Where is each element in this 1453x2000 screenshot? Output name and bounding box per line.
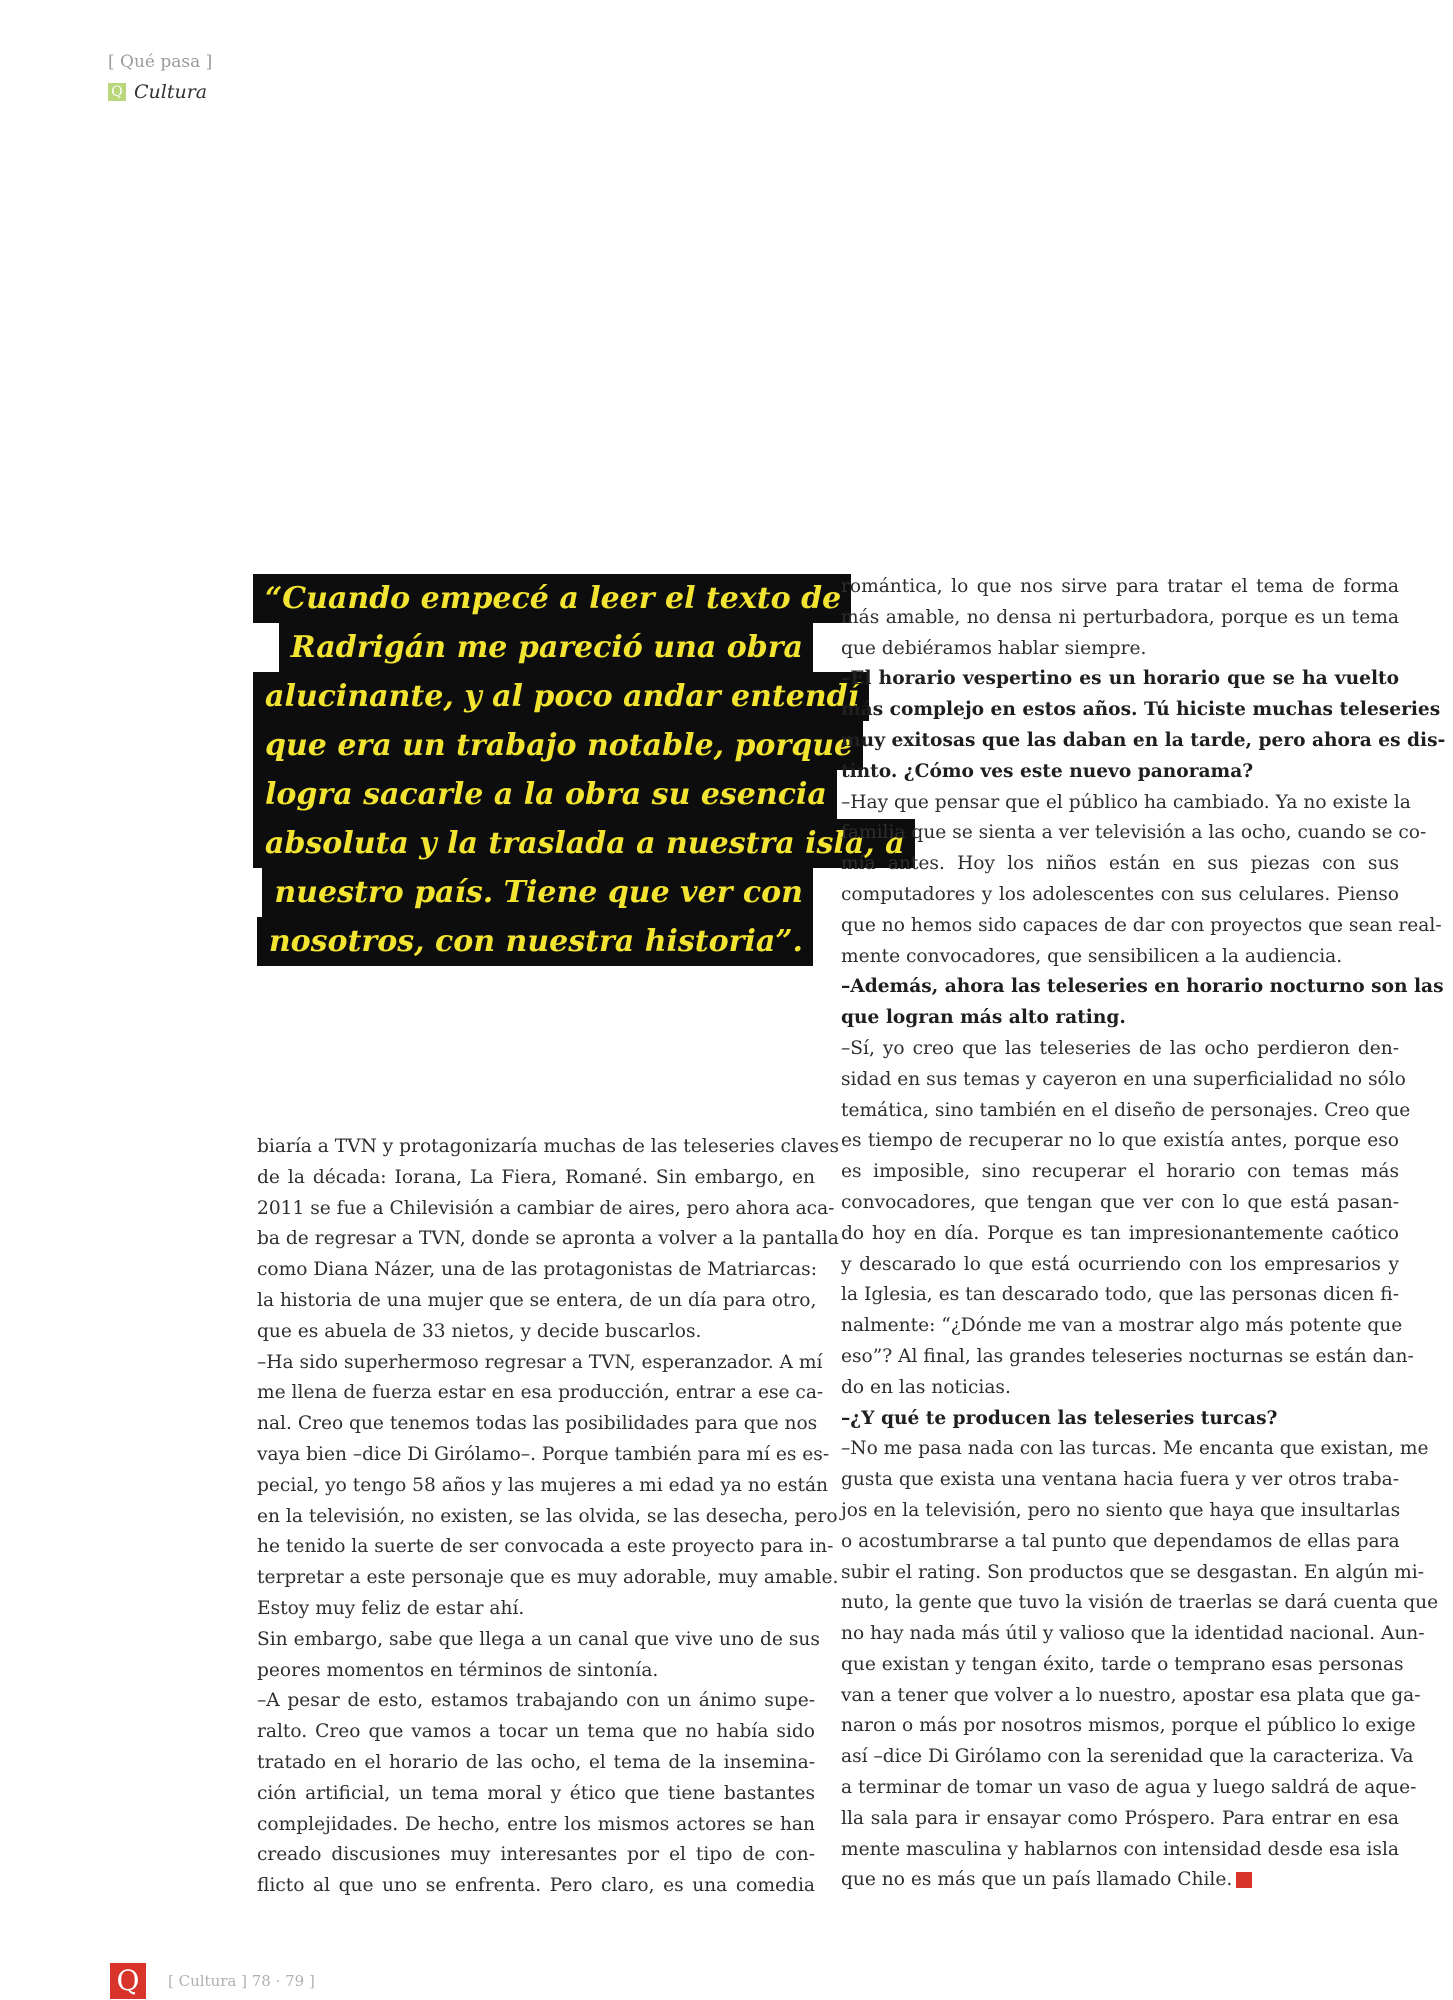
text-line: ba de regresar a TVN, donde se apronta a volver a la pantalla [257,1228,839,1250]
text-line: he tenido la suerte de ser convocada a este proyecto para in- [257,1536,834,1558]
question-line: –Además, ahora las teleseries en horario nocturno son las [841,976,1444,998]
text-line: que debiéramos hablar siempre. [841,637,1147,659]
pull-quote-line: nosotros, con nuestra historia”. [257,917,813,966]
page-footer [110,1963,315,1999]
text-line: Estoy muy feliz de estar ahí. [257,1597,525,1619]
text-line: no hay nada más útil y valioso que la identidad nacional. Aun- [841,1623,1425,1645]
text-line: convocadores, que tengan que ver con lo que está pasan- [841,1191,1399,1213]
pull-quote-line: alucinante, y al poco andar entendí [253,672,869,721]
text-line: eso”? Al final, las grandes teleseries nocturnas se están dan- [841,1345,1414,1367]
text-line: de la década: Iorana, La Fiera, Romané. Sin embargo, en [257,1166,815,1188]
text-line: y descarado lo que está ocurriendo con los empresarios y [841,1253,1399,1275]
text-line: la historia de una mujer que se entera, de un día para otro, [257,1289,817,1311]
text-line: en la televisión, no existen, se las olvida, se las desecha, pero [257,1505,838,1527]
text-line: familia que se sienta a ver televisión a las ocho, cuando se co- [841,822,1427,844]
question-line: tinto. ¿Cómo ves este nuevo panorama? [841,760,1254,782]
text-line: ción artificial, un tema moral y ético que tiene bastantes [257,1782,815,1804]
pull-quote-line: Radrigán me pareció una obra [279,623,813,672]
text-line: vaya bien –dice Di Girólamo–. Porque también para mí es es- [257,1443,830,1465]
text-line-end: que no es más que un país llamado Chile. [841,1869,1233,1891]
text-line: es imposible, sino recuperar el horario con temas más [841,1161,1399,1183]
article-column-right [841,572,1446,1896]
folio: [ Cultura ] 78 · 79 ] [168,1972,315,1990]
text-line: que no hemos sido capaces de dar con proyectos que sean real- [841,914,1442,936]
text-line: que existan y tengan éxito, tarde o temprano esas personas [841,1653,1404,1675]
text-line: do en las noticias. [841,1376,1011,1398]
question-line: que logran más alto rating. [841,1007,1126,1029]
text-line: –Sí, yo creo que las teleseries de las ocho perdieron den- [841,1037,1399,1059]
question-line: muy exitosas que las daban en la tarde, pero ahora es dis- [841,729,1446,751]
text-line: –Hay que pensar que el público ha cambiado. Ya no existe la [841,791,1411,813]
text-line: computadores y los adolescentes con sus celulares. Pienso [841,883,1399,905]
section-name: Cultura [134,81,208,103]
question-line: más complejo en estos años. Tú hiciste muchas teleseries [841,699,1441,721]
text-line: nalmente: “¿Dónde me van a mostrar algo más potente que [841,1315,1403,1337]
text-line: –A pesar de esto, estamos trabajando con un ánimo supe- [257,1690,815,1712]
pull-quote-line: que era un trabajo notable, porque [253,721,863,770]
text-line: lla sala para ir ensayar como Próspero. Para entrar en esa [841,1807,1399,1829]
text-line: sidad en sus temas y cayeron en una superficialidad no sólo [841,1068,1406,1090]
text-line: gusta que exista una ventana hacia fuera y ver otros traba- [841,1469,1399,1491]
section-kicker: [ Qué pasa ] [108,52,213,72]
text-line: flicto al que uno se enfrenta. Pero claro, es una comedia [257,1875,815,1897]
text-line: –No me pasa nada con las turcas. Me encanta que existan, me [841,1438,1429,1460]
text-line: es tiempo de recuperar no lo que existía antes, porque eso [841,1130,1399,1152]
text-line: así –dice Di Girólamo con la serenidad que la caracteriza. Va [841,1746,1414,1768]
text-line: pecial, yo tengo 58 años y las mujeres a mi edad ya no están [257,1474,829,1496]
text-line: tratado en el horario de las ocho, el tema de la insemina- [257,1751,815,1773]
text-line: biaría a TVN y protagonizaría muchas de las teleseries claves [257,1136,840,1157]
text-line: la Iglesia, es tan descarado todo, que las personas dicen fi- [841,1284,1399,1306]
text-line: 2011 se fue a Chilevisión a cambiar de aires, pero ahora aca- [257,1197,835,1219]
text-line: naron o más por nosotros mismos, porque el público lo exige [841,1715,1416,1737]
text-line: o acostumbrarse a tal punto que dependamos de ellas para [841,1530,1400,1552]
question-line: Sin embargo, sabe que llega a un canal que vive uno de sus [257,1628,820,1650]
question-line: –¿Y qué te producen las teleseries turcas? [841,1407,1278,1429]
text-line: complejidades. De hecho, entre los mismos actores se han [257,1813,815,1835]
pull-quote [253,574,905,966]
text-line: mía antes. Hoy los niños están en sus piezas con sus [841,853,1399,875]
final-line [841,1865,1399,1896]
pull-quote-line: absoluta y la traslada a nuestra isla, a [253,819,915,868]
text-line: como Diana Názer, una de las protagonistas de Matriarcas: [257,1259,817,1281]
text-line: me llena de fuerza estar en esa producción, entrar a ese ca- [257,1382,824,1404]
text-line: mente masculina y hablarnos con intensidad desde esa isla [841,1838,1399,1860]
text-line: –Ha sido superhermoso regresar a TVN, esperanzador. A mí [257,1351,823,1373]
text-line: creado discusiones muy interesantes por el tipo de con- [257,1844,815,1866]
article-column-left [257,1132,840,1902]
text-line: jos en la televisión, pero no siento que haya que insultarlas [841,1499,1401,1521]
text-line: que es abuela de 33 nietos, y decide buscarlos. [257,1320,702,1342]
text-line: a terminar de tomar un vaso de agua y luego saldrá de aque- [841,1777,1417,1799]
text-line: subir el rating. Son productos que se desgastan. En algún mi- [841,1561,1425,1583]
text-line: mente convocadores, que sensibilicen a la audiencia. [841,945,1343,967]
pull-quote-line: “Cuando empecé a leer el texto de [253,574,851,623]
text-line: nuto, la gente que tuvo la visión de traerlas se dará cuenta que [841,1592,1439,1614]
text-line: nal. Creo que tenemos todas las posibilidades para que nos [257,1413,818,1435]
text-line: romántica, lo que nos sirve para tratar el tema de forma [841,576,1399,597]
end-mark-icon [1236,1872,1252,1888]
text-line: van a tener que volver a lo nuestro, apostar esa plata que ga- [841,1684,1421,1706]
question-line: peores momentos en términos de sintonía. [257,1659,659,1681]
text-line: ralto. Creo que vamos a tocar un tema que no había sido [257,1721,815,1743]
section-header [108,81,207,103]
pull-quote-line: logra sacarle a la obra su esencia [253,770,837,819]
pull-quote-line: nuestro país. Tiene que ver con [262,868,813,917]
text-line: do hoy en día. Porque es tan impresionantemente caótico [841,1222,1399,1244]
q-logo-icon: Q [108,83,126,101]
q-logo-icon: Q [110,1963,146,1999]
text-line: temática, sino también en el diseño de personajes. Creo que [841,1099,1411,1121]
text-line: más amable, no densa ni perturbadora, porque es un tema [841,606,1399,628]
text-line: terpretar a este personaje que es muy adorable, muy amable. [257,1567,839,1589]
question-line: –El horario vespertino es un horario que se ha vuelto [841,668,1399,690]
